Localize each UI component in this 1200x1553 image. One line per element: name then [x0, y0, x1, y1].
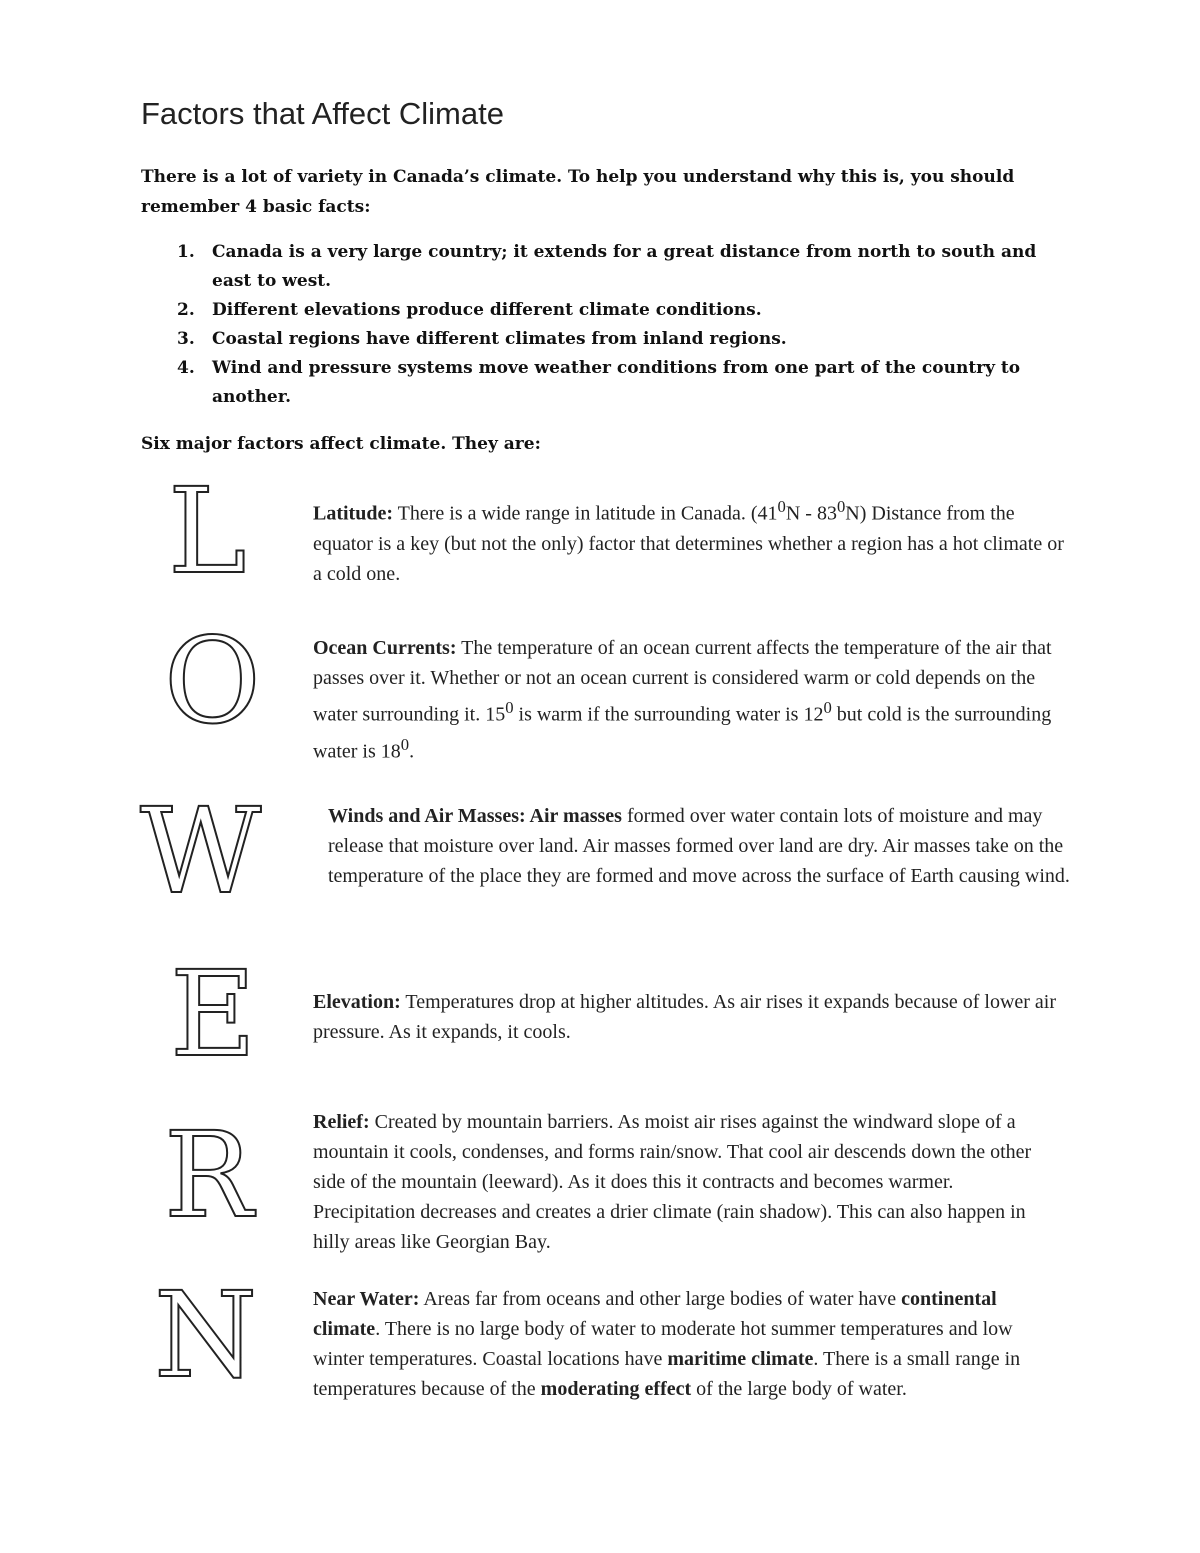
letter-w: W: [140, 782, 262, 920]
winds-paragraph: Winds and Air Masses: Air masses formed over water contain lots of moisture and may release that moisture over land. Air masses formed over land are dry. Air masses take on the temperature of the place they are formed and move across the surface of Earth causing wind.: [328, 805, 1070, 887]
facts-list: [141, 238, 1041, 412]
relief-heading: Relief:: [313, 1111, 370, 1133]
list-text: Coastal regions have different climates from inland regions.: [212, 329, 787, 349]
latitude-heading: Latitude:: [313, 502, 393, 525]
six-factors-heading: Six major factors affect climate. They are:: [141, 434, 541, 454]
winds-heading: Winds and Air Masses: Air masses: [328, 805, 622, 827]
ocean-currents-paragraph: Ocean Currents: The temperature of an ocean current affects the temperature of the air that passes over it. Whether or not an ocean current is considered warm or cold depends on the water surrounding it. $15^0$ is warm if the surrounding water is $12^0$ but cold is the surrounding water is $18^0$.: [313, 637, 1052, 763]
letter-r: R: [164, 1106, 253, 1244]
list-item: [141, 238, 1041, 296]
list-number: 1.: [177, 242, 195, 262]
list-number: 3.: [177, 329, 195, 349]
elevation-heading: Elevation:: [313, 991, 401, 1013]
list-item: [141, 354, 1041, 412]
list-text: Wind and pressure systems move weather conditions from one part of the country to another.: [212, 358, 1021, 407]
near-water-heading: Near Water:: [313, 1288, 420, 1310]
latitude-paragraph: Latitude: There is a wide range in latitude in Canada. $(41^0N - 83^0N)$ Distance from the equator is a key (but not the only) factor that determines whether a region has a hot climate or a cold one.: [313, 497, 1064, 585]
list-text: Canada is a very large country; it extends for a great distance from north to south and east to west.: [212, 242, 1037, 291]
elevation-paragraph: Elevation: Temperatures drop at higher altitudes. As air rises it expands because of lower air pressure. As it expands, it cools.: [313, 991, 1057, 1043]
letter-n: N: [154, 1266, 258, 1404]
letter-o: O: [164, 612, 261, 750]
list-item: [141, 296, 1041, 325]
intro-paragraph: There is a lot of variety in Canada’s climate. To help you understand why this is, you should remember 4 basic facts:: [141, 167, 1015, 217]
relief-paragraph: Relief: Created by mountain barriers. As moist air rises against the windward slope of a mountain it cools, condenses, and forms rain/snow. That cool air descends down the other side of the mountain (leeward). As it does this it contracts and becomes warmer. Precipitation decreases and creates a drier climate (rain shadow). This can also happen in hilly areas like Georgian Bay.: [313, 1111, 1032, 1253]
ocean-currents-heading: Ocean Currents:: [313, 637, 457, 659]
list-item: [141, 325, 1041, 354]
list-text: Different elevations produce different climate conditions.: [212, 300, 762, 320]
letter-l: L: [168, 462, 247, 600]
near-water-paragraph: Near Water: Areas far from oceans and other large bodies of water have continental climate. There is no large body of water to moderate hot summer temperatures and low winter temperatures. Coastal locations have maritime climate. There is a small range in temperatures because of the moderating effect of the large body of water.: [313, 1288, 1021, 1400]
letter-e: E: [170, 945, 257, 1083]
list-number: 4.: [177, 358, 195, 378]
list-number: 2.: [177, 300, 195, 320]
page-title: Factors that Affect Climate: [141, 96, 504, 131]
